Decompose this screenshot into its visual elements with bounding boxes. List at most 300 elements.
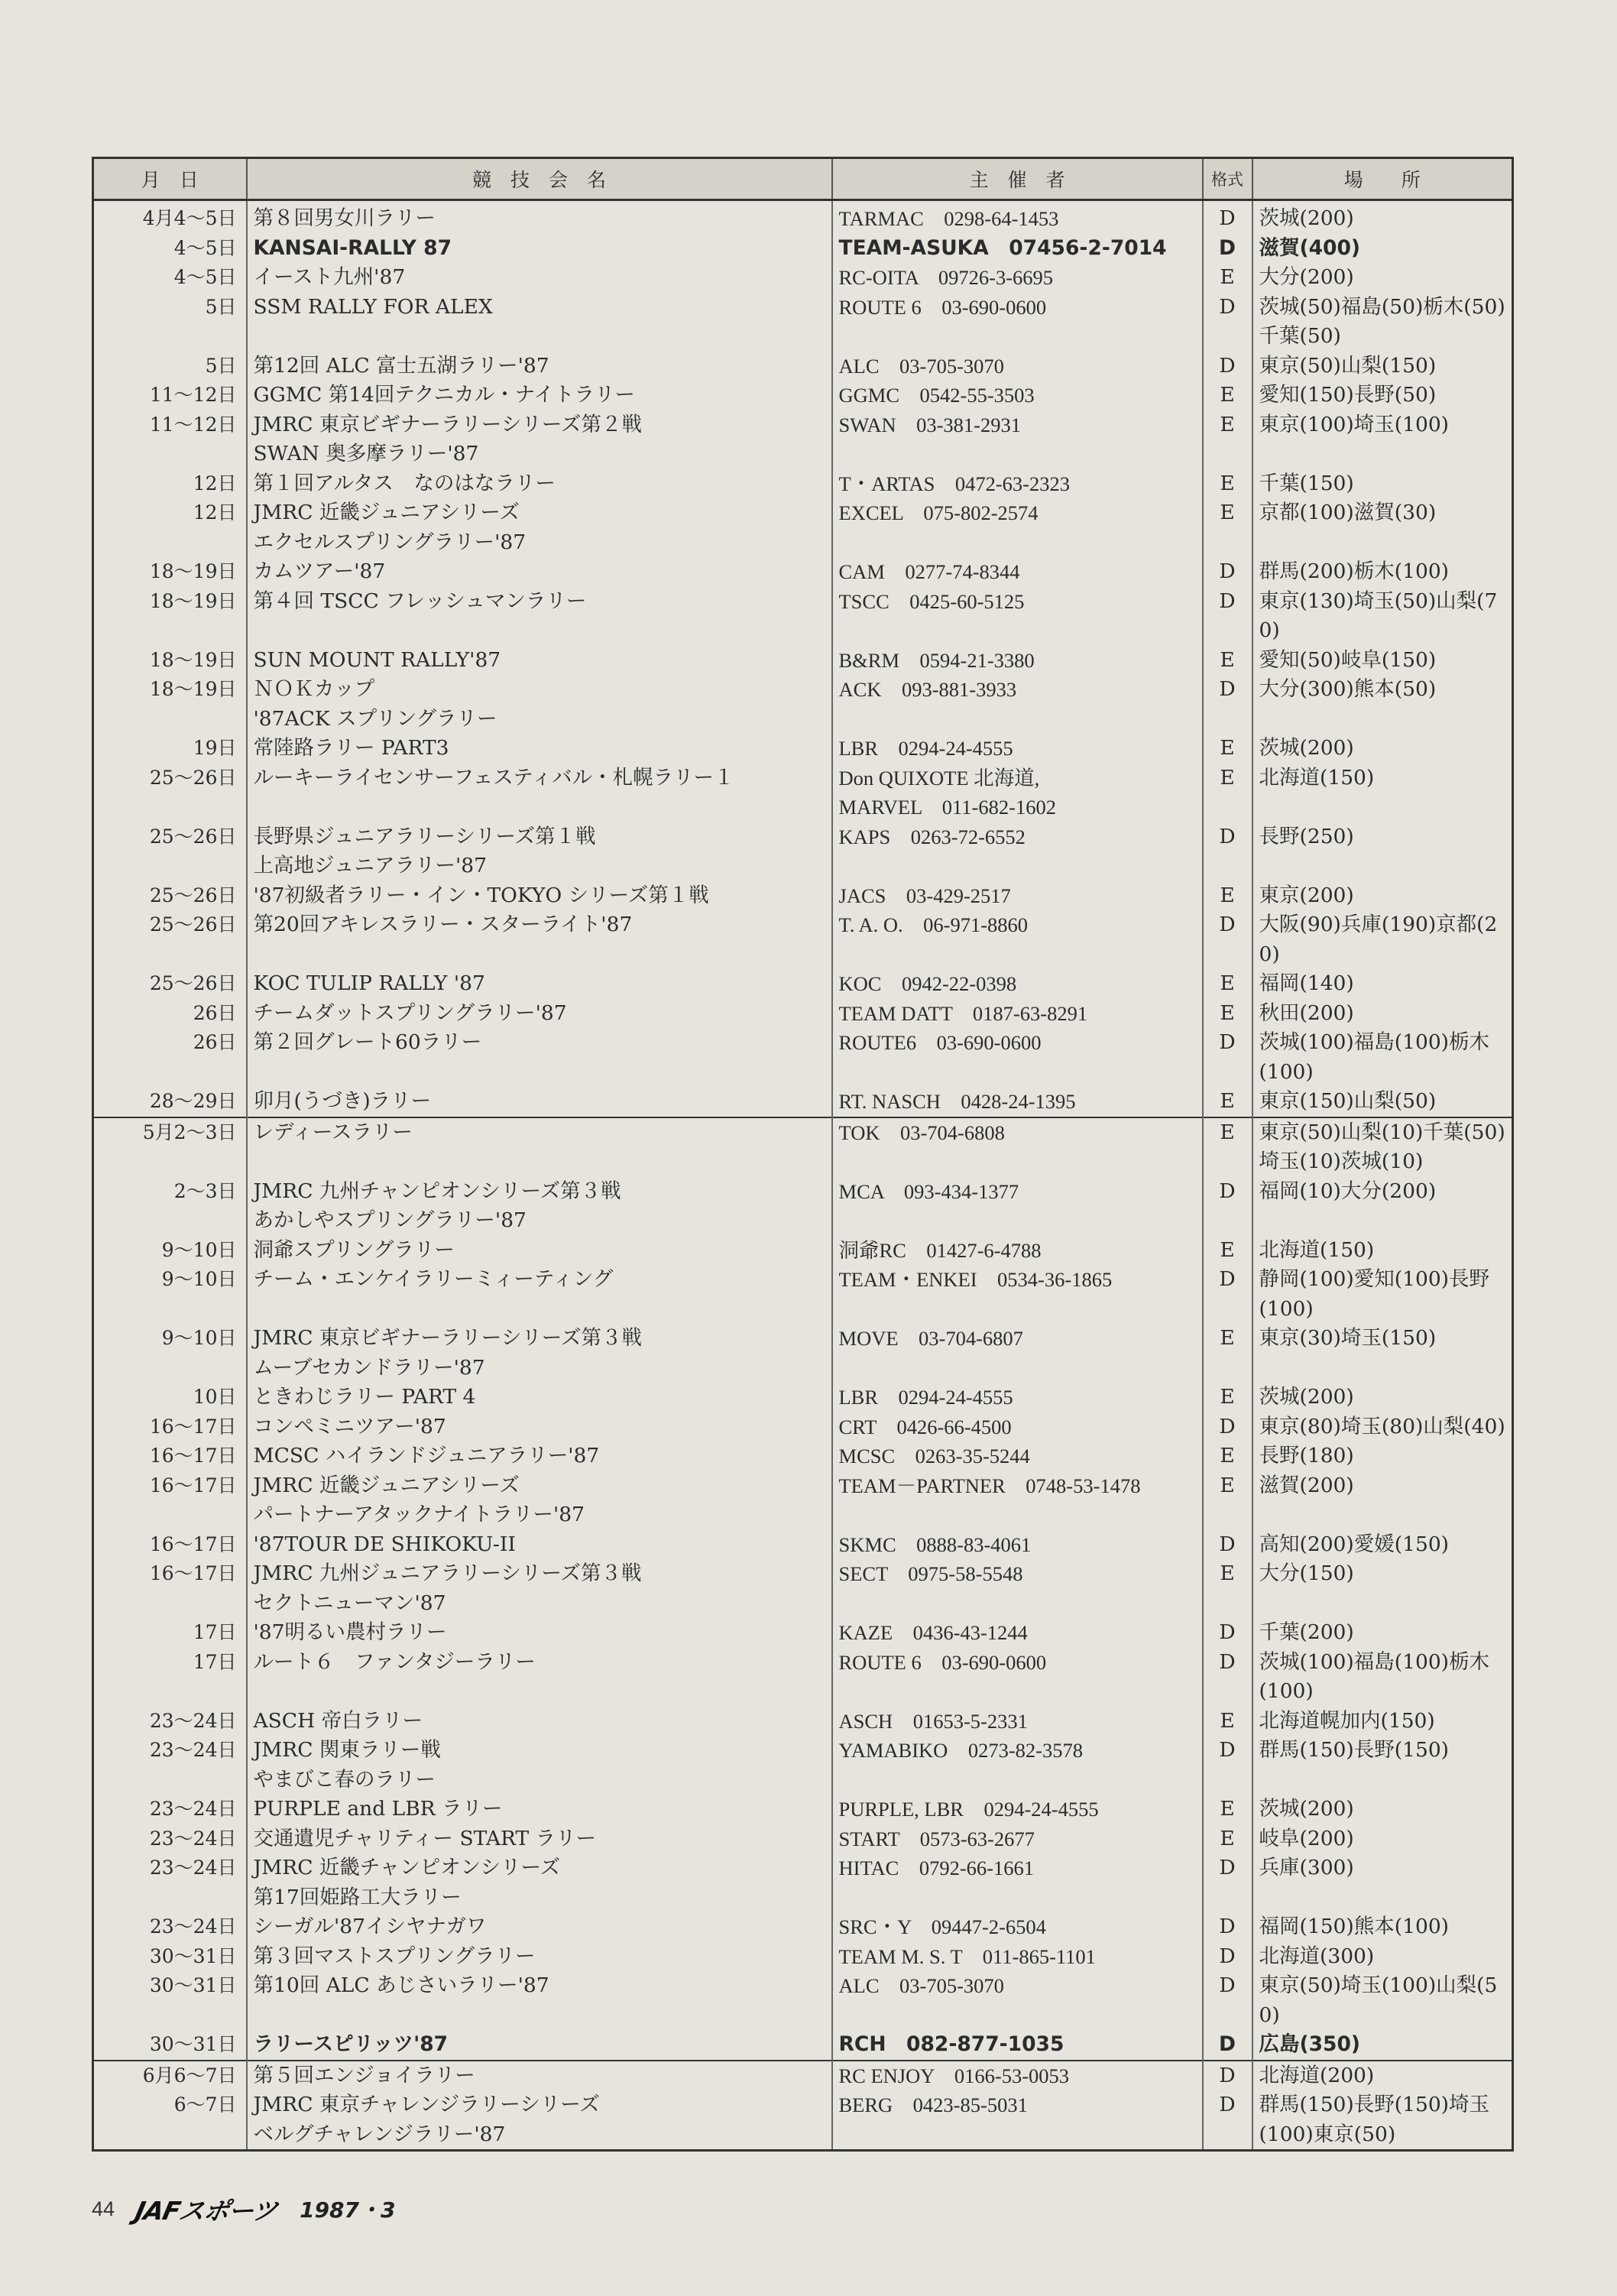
event-date: 25～26日 — [149, 825, 237, 848]
organizer-line: YAMABIKO 0273-82-3578 — [838, 1739, 1083, 1762]
event-format: E — [1203, 1117, 1252, 1177]
event-location: 茨城(200) — [1252, 1383, 1513, 1412]
event-name — [247, 1648, 832, 1707]
event-name-line: シーガル'87イシヤナガワ — [253, 1915, 487, 1938]
organizer-line: B&RM 0594-21-3380 — [838, 648, 1035, 672]
header-date-label: 月 日 — [141, 169, 199, 191]
table-row — [93, 1559, 1513, 1618]
event-date: 11～12日 — [149, 384, 237, 406]
event-name — [247, 1559, 832, 1618]
event-date: 18～19日 — [149, 678, 237, 700]
header-date — [93, 158, 247, 200]
organizer-line: PURPLE, LBR 0294-24-4555 — [838, 1798, 1099, 1821]
organizer — [832, 1412, 1203, 1442]
event-date: 6月6～7日 — [93, 2061, 247, 2091]
event-location: 東京(200) — [1252, 881, 1513, 911]
organizer — [832, 587, 1203, 646]
table-row — [93, 1265, 1513, 1324]
organizer-line: KAZE 0436-43-1244 — [838, 1621, 1028, 1644]
event-date: 12日 — [193, 472, 237, 495]
organizer-line: TEAM DATT 0187-63-8291 — [838, 1001, 1088, 1025]
event-name — [247, 1412, 832, 1442]
event-name-line: JMRC 九州チャンピオンシリーズ第３戦 — [253, 1179, 621, 1203]
event-date: 5日 — [205, 354, 237, 377]
table-row — [93, 263, 1513, 293]
organizer — [832, 1236, 1203, 1266]
organizer-line: SRC・Y 09447-2-6504 — [838, 1915, 1046, 1938]
event-name — [247, 1942, 832, 1972]
event-name — [247, 1853, 832, 1912]
organizer-line: KAPS 0263-72-6552 — [838, 825, 1026, 848]
table-row — [93, 675, 1513, 734]
organizer — [832, 969, 1203, 999]
event-name — [247, 1707, 832, 1737]
event-name-line: 第３回マストスプリングラリー — [253, 1944, 536, 1968]
table-row — [93, 200, 1513, 234]
event-format: D — [1203, 1942, 1252, 1972]
event-location: 北海道(150) — [1252, 1236, 1513, 1266]
organizer-line: MCSC 0263-35-5244 — [838, 1445, 1030, 1467]
event-name-line: JMRC 近畿ジュニアシリーズ — [253, 501, 520, 524]
table-row — [93, 1087, 1513, 1117]
event-name-line: '87TOUR DE SHIKOKU-II — [253, 1532, 516, 1556]
event-name-line: JMRC 東京ビギナーラリーシリーズ第２戦 — [253, 412, 643, 436]
event-name-line: 常陸路ラリー PART3 — [253, 736, 449, 760]
event-name-line: MCSC ハイランドジュニアラリー'87 — [253, 1444, 600, 1467]
event-location: 岐阜(200) — [1252, 1824, 1513, 1854]
organizer-line: RT. NASCH 0428-24-1395 — [838, 1090, 1076, 1113]
event-format: E — [1203, 1795, 1252, 1824]
event-date: 25～26日 — [149, 884, 237, 906]
event-name — [247, 1177, 832, 1236]
event-name — [247, 293, 832, 352]
event-name — [247, 1736, 832, 1795]
organizer — [832, 352, 1203, 381]
event-name-line: 第５回エンジョイラリー — [253, 2063, 475, 2087]
header-organizer — [832, 158, 1203, 200]
organizer — [832, 1383, 1203, 1412]
event-date: 9～10日 — [161, 1327, 237, 1349]
event-name — [247, 675, 832, 734]
event-name-line: あかしやスプリングラリー'87 — [253, 1208, 527, 1232]
organizer — [832, 498, 1203, 557]
event-date: 30～31日 — [149, 1974, 237, 1996]
event-name-line: 第17回姫路工大ラリー — [253, 1885, 462, 1909]
table-row — [93, 1324, 1513, 1383]
event-name-line: JMRC 近畿ジュニアシリーズ — [253, 1473, 520, 1497]
event-name-line: 上高地ジュニアラリー'87 — [253, 854, 487, 877]
event-location: 福岡(150)熊本(100) — [1252, 1912, 1513, 1942]
table-row — [93, 234, 1513, 264]
event-name-line: ラリースピリッツ'87 — [253, 2032, 449, 2056]
event-name — [247, 557, 832, 587]
event-date: 4～5日 — [173, 236, 237, 259]
organizer — [832, 881, 1203, 911]
organizer-line: RCH 082-877-1035 — [838, 2032, 1064, 2056]
event-name-line: パートナーアタックナイトラリー'87 — [253, 1503, 585, 1526]
organizer-line: RC-OITA 09726-3-6695 — [838, 266, 1054, 289]
event-format: E — [1203, 498, 1252, 557]
organizer-line: TEAM M. S. T 011-865-1101 — [838, 1944, 1096, 1968]
event-format: E — [1203, 999, 1252, 1029]
event-format: D — [1203, 352, 1252, 381]
table-row — [93, 1971, 1513, 2030]
table-row — [93, 1736, 1513, 1795]
event-name-line: カムツアー'87 — [253, 559, 386, 583]
table-row — [93, 1441, 1513, 1471]
event-date: 25～26日 — [149, 766, 237, 789]
event-format: D — [1203, 2030, 1252, 2061]
event-name-line: SUN MOUNT RALLY'87 — [253, 647, 501, 672]
organizer-line: LBR 0294-24-4555 — [838, 1386, 1013, 1409]
event-location: 滋賀(400) — [1252, 234, 1513, 264]
table-row — [93, 469, 1513, 499]
organizer — [832, 1824, 1203, 1854]
organizer — [832, 1441, 1203, 1471]
table-row — [93, 293, 1513, 352]
event-location: 北海道幌加内(150) — [1252, 1707, 1513, 1737]
table-row — [93, 734, 1513, 764]
event-format: D — [1203, 1912, 1252, 1942]
event-date: 16～17日 — [149, 1445, 237, 1467]
organizer — [832, 1028, 1203, 1087]
event-name-line: '87ACK スプリングラリー — [253, 706, 497, 731]
event-format: E — [1203, 263, 1252, 293]
event-date: 17日 — [193, 1650, 237, 1673]
table-row — [93, 1648, 1513, 1707]
event-name — [247, 1383, 832, 1412]
event-name-line: 第４回 TSCC フレッシュマンラリー — [253, 589, 587, 613]
event-location: 長野(250) — [1252, 822, 1513, 881]
table-row — [93, 557, 1513, 587]
table-row — [93, 1942, 1513, 1972]
event-name — [247, 498, 832, 557]
event-date: 4～5日 — [173, 266, 237, 288]
table-header — [93, 158, 1513, 200]
event-location: 東京(50)埼玉(100)山梨(50) — [1252, 1971, 1513, 2030]
event-format: D — [1203, 1028, 1252, 1087]
event-format: D — [1203, 557, 1252, 587]
event-format: D — [1203, 675, 1252, 734]
event-name — [247, 1530, 832, 1560]
event-name-line: 第８回男女川ラリー — [253, 206, 436, 230]
event-date: 5月2～3日 — [93, 1117, 247, 1177]
table-row — [93, 1530, 1513, 1560]
organizer — [832, 1912, 1203, 1942]
organizer-line: TOK 03-704-6808 — [838, 1120, 1005, 1144]
page-number: 44 — [92, 2197, 115, 2220]
event-location: 群馬(150)長野(150)埼玉(100)東京(50) — [1252, 2090, 1513, 2151]
event-date: 5日 — [205, 295, 237, 318]
event-name-line: PURPLE and LBR ラリー — [253, 1797, 503, 1821]
event-location: 群馬(200)栃木(100) — [1252, 557, 1513, 587]
event-location: 京都(100)滋賀(30) — [1252, 498, 1513, 557]
event-date: 12日 — [193, 501, 237, 524]
table-row — [93, 1853, 1513, 1912]
organizer-line: T・ARTAS 0472-63-2323 — [838, 472, 1070, 495]
event-name — [247, 1618, 832, 1648]
event-format: E — [1203, 1471, 1252, 1530]
event-name-line: KANSAI-RALLY 87 — [253, 235, 452, 260]
event-location: 北海道(150) — [1252, 764, 1513, 822]
event-location: 千葉(150) — [1252, 469, 1513, 499]
event-name — [247, 1971, 832, 2030]
organizer-line: ALC 03-705-3070 — [838, 354, 1004, 378]
table-row — [93, 1028, 1513, 1087]
event-name — [247, 1028, 832, 1087]
event-name — [247, 734, 832, 764]
event-format: D — [1203, 1530, 1252, 1560]
organizer — [832, 557, 1203, 587]
organizer-line: KOC 0942-22-0398 — [838, 972, 1017, 995]
event-format: E — [1203, 646, 1252, 676]
event-name-line: SWAN 奥多摩ラリー'87 — [253, 442, 479, 465]
organizer — [832, 646, 1203, 676]
event-date: 23～24日 — [149, 1857, 237, 1879]
event-name — [247, 1117, 832, 1177]
event-format: E — [1203, 1087, 1252, 1117]
event-format: D — [1203, 910, 1252, 969]
event-name-line: ルート６ ファンタジーラリー — [253, 1649, 536, 1674]
event-location: 東京(130)埼玉(50)山梨(70) — [1252, 587, 1513, 646]
organizer-line: SECT 0975-58-5548 — [838, 1562, 1023, 1585]
header-location-label: 場 所 — [1343, 169, 1421, 191]
event-date: 23～24日 — [149, 1915, 237, 1938]
event-name-line: チームダットスプリングラリー'87 — [253, 1000, 567, 1025]
event-name — [247, 881, 832, 911]
organizer-line: CAM 0277-74-8344 — [838, 560, 1020, 583]
organizer-line: TSCC 0425-60-5125 — [838, 589, 1025, 613]
table-row — [93, 1824, 1513, 1854]
event-name — [247, 2090, 832, 2151]
organizer — [832, 234, 1203, 264]
organizer — [832, 910, 1203, 969]
event-location: 千葉(200) — [1252, 1618, 1513, 1648]
event-location: 秋田(200) — [1252, 999, 1513, 1029]
event-date: 16～17日 — [149, 1562, 237, 1584]
event-name — [247, 469, 832, 499]
organizer-line: T. A. O. 06-971-8860 — [838, 913, 1029, 936]
table-row — [93, 1412, 1513, 1442]
organizer — [832, 293, 1203, 352]
organizer — [832, 1471, 1203, 1530]
event-format: D — [1203, 1412, 1252, 1442]
event-name-line: GGMC 第14回テクニカル・ナイトラリー — [253, 383, 635, 407]
event-format: D — [1203, 2090, 1252, 2151]
event-date: 28～29日 — [149, 1090, 237, 1112]
event-name — [247, 263, 832, 293]
event-date: 23～24日 — [149, 1709, 237, 1732]
header-organizer-label: 主 催 者 — [969, 169, 1065, 191]
organizer-line: ROUTE 6 03-690-0600 — [838, 1650, 1047, 1674]
event-name-line: ルーキーライセンサーフェスティバル・札幌ラリー１ — [253, 765, 734, 790]
event-format: D — [1203, 1618, 1252, 1648]
organizer-line: TARMAC 0298-64-1453 — [838, 207, 1059, 230]
event-format: E — [1203, 469, 1252, 499]
event-name — [247, 381, 832, 410]
event-name — [247, 587, 832, 646]
event-name-line: ベルグチャレンジラリー'87 — [253, 2122, 506, 2146]
event-format: E — [1203, 1824, 1252, 1854]
organizer-line: CRT 0426-66-4500 — [838, 1415, 1012, 1438]
event-date: 25～26日 — [149, 972, 237, 994]
organizer-line: ROUTE6 03-690-0600 — [838, 1031, 1042, 1054]
event-location: 茨城(200) — [1252, 1795, 1513, 1824]
table-row — [93, 2030, 1513, 2061]
organizer — [832, 1618, 1203, 1648]
event-name-line: ＮＯＫカップ — [253, 677, 375, 701]
organizer-line: SKMC 0888-83-4061 — [838, 1532, 1032, 1556]
organizer — [832, 1324, 1203, 1383]
event-location: 茨城(200) — [1252, 200, 1513, 234]
event-date: 26日 — [193, 1031, 237, 1053]
table-row — [93, 969, 1513, 999]
event-name-line: レディースラリー — [253, 1120, 413, 1144]
event-location: 福岡(10)大分(200) — [1252, 1177, 1513, 1236]
event-location: 茨城(50)福島(50)栃木(50)千葉(50) — [1252, 293, 1513, 352]
event-date: 2～3日 — [173, 1179, 237, 1202]
event-name-line: JMRC 東京チャレンジラリーシリーズ — [253, 2093, 600, 2116]
event-name-line: コンペミニツアー'87 — [253, 1414, 446, 1438]
header-event — [247, 158, 832, 200]
event-format: E — [1203, 381, 1252, 410]
event-format: D — [1203, 1853, 1252, 1912]
event-name-line: KOC TULIP RALLY '87 — [253, 971, 485, 995]
event-format: D — [1203, 1736, 1252, 1795]
organizer-line: GGMC 0542-55-3503 — [838, 384, 1035, 407]
event-name-line: セクトニューマン'87 — [253, 1591, 446, 1615]
table-row — [93, 1383, 1513, 1412]
table-row — [93, 1117, 1513, 1177]
event-date: 23～24日 — [149, 1827, 237, 1850]
event-name-line: 洞爺スプリングラリー — [253, 1237, 455, 1262]
organizer — [832, 1177, 1203, 1236]
event-name — [247, 969, 832, 999]
event-format: D — [1203, 200, 1252, 234]
event-name — [247, 410, 832, 469]
event-name — [247, 910, 832, 969]
magazine-logo: JAFスポーツ — [132, 2195, 280, 2226]
organizer — [832, 1530, 1203, 1560]
table-row — [93, 1236, 1513, 1266]
event-format: D — [1203, 1265, 1252, 1324]
organizer-line: TEAM－PARTNER 0748-53-1478 — [838, 1474, 1141, 1497]
event-name — [247, 2061, 832, 2091]
event-format: E — [1203, 1441, 1252, 1471]
event-location: 高知(200)愛媛(150) — [1252, 1530, 1513, 1560]
event-location: 大阪(90)兵庫(190)京都(20) — [1252, 910, 1513, 969]
event-name-line: 長野県ジュニアラリーシリーズ第１戦 — [253, 824, 596, 848]
table-row — [93, 1618, 1513, 1648]
event-location: 茨城(100)福島(100)栃木(100) — [1252, 1028, 1513, 1087]
event-date: 17日 — [193, 1621, 237, 1643]
rally-schedule-table — [92, 157, 1514, 2152]
event-location: 東京(50)山梨(10)千葉(50)埼玉(10)茨城(10) — [1252, 1117, 1513, 1177]
organizer — [832, 999, 1203, 1029]
organizer — [832, 2090, 1203, 2151]
table-row — [93, 1707, 1513, 1737]
event-name — [247, 1471, 832, 1530]
organizer — [832, 1648, 1203, 1707]
event-date: 16～17日 — [149, 1415, 237, 1438]
event-name — [247, 822, 832, 881]
event-name — [247, 1265, 832, 1324]
event-name — [247, 1236, 832, 1266]
table-row — [93, 352, 1513, 381]
event-format: E — [1203, 764, 1252, 822]
event-location: 東京(150)山梨(50) — [1252, 1087, 1513, 1117]
event-location: 広島(350) — [1252, 2030, 1513, 2061]
organizer — [832, 822, 1203, 881]
event-location: 大分(200) — [1252, 263, 1513, 293]
event-location: 東京(100)埼玉(100) — [1252, 410, 1513, 469]
event-name-line: '87初級者ラリー・イン・TOKYO シリーズ第１戦 — [253, 883, 709, 907]
organizer-line: ROUTE 6 03-690-0600 — [838, 295, 1047, 319]
event-format: D — [1203, 234, 1252, 264]
event-format: D — [1203, 293, 1252, 352]
event-name — [247, 1912, 832, 1942]
event-name — [247, 352, 832, 381]
event-name — [247, 1441, 832, 1471]
event-name-line: JMRC 東京ビギナーラリーシリーズ第３戦 — [253, 1326, 643, 1350]
event-location: 東京(50)山梨(150) — [1252, 352, 1513, 381]
event-format: D — [1203, 1971, 1252, 2030]
event-format: E — [1203, 1324, 1252, 1383]
organizer-line: MCA 093-434-1377 — [838, 1179, 1019, 1203]
organizer — [832, 2030, 1203, 2061]
event-format: D — [1203, 587, 1252, 646]
table-row — [93, 381, 1513, 410]
organizer-line: MARVEL 011-682-1602 — [838, 796, 1056, 819]
organizer — [832, 263, 1203, 293]
organizer-line: Don QUIXOTE 北海道, — [838, 766, 1040, 790]
organizer — [832, 1795, 1203, 1824]
event-date: 16～17日 — [149, 1474, 237, 1497]
event-format: D — [1203, 2061, 1252, 2091]
event-date: 18～19日 — [149, 560, 237, 582]
event-date: 16～17日 — [149, 1532, 237, 1555]
event-date: 9～10日 — [161, 1238, 237, 1261]
event-date: 25～26日 — [149, 913, 237, 936]
organizer-line: ACK 093-881-3933 — [838, 678, 1017, 701]
event-format: D — [1203, 822, 1252, 881]
event-name-line: ムーブセカンドラリー'87 — [253, 1355, 485, 1380]
event-name-line: 第１回アルタス なのはなラリー — [253, 471, 556, 495]
organizer — [832, 1736, 1203, 1795]
event-date: 30～31日 — [149, 2033, 237, 2055]
event-date: 18～19日 — [149, 589, 237, 612]
organizer — [832, 381, 1203, 410]
event-date: 18～19日 — [149, 648, 237, 671]
event-location: 長野(180) — [1252, 1441, 1513, 1471]
table-row — [93, 822, 1513, 881]
event-format: E — [1203, 410, 1252, 469]
organizer — [832, 1559, 1203, 1618]
event-name-line: 第12回 ALC 富士五湖ラリー'87 — [253, 353, 549, 378]
event-name — [247, 234, 832, 264]
event-name-line: エクセルスプリングラリー'87 — [253, 530, 527, 554]
organizer-line: ALC 03-705-3070 — [838, 1974, 1004, 1997]
event-name — [247, 2030, 832, 2061]
organizer — [832, 734, 1203, 764]
table-row — [93, 646, 1513, 676]
organizer-line: TEAM-ASUKA 07456-2-7014 — [838, 235, 1167, 260]
event-date: 9～10日 — [161, 1268, 237, 1290]
organizer — [832, 1265, 1203, 1324]
event-format: D — [1203, 1177, 1252, 1236]
organizer-line: HITAC 0792-66-1661 — [838, 1857, 1034, 1879]
organizer-line: EXCEL 075-802-2574 — [838, 501, 1039, 524]
